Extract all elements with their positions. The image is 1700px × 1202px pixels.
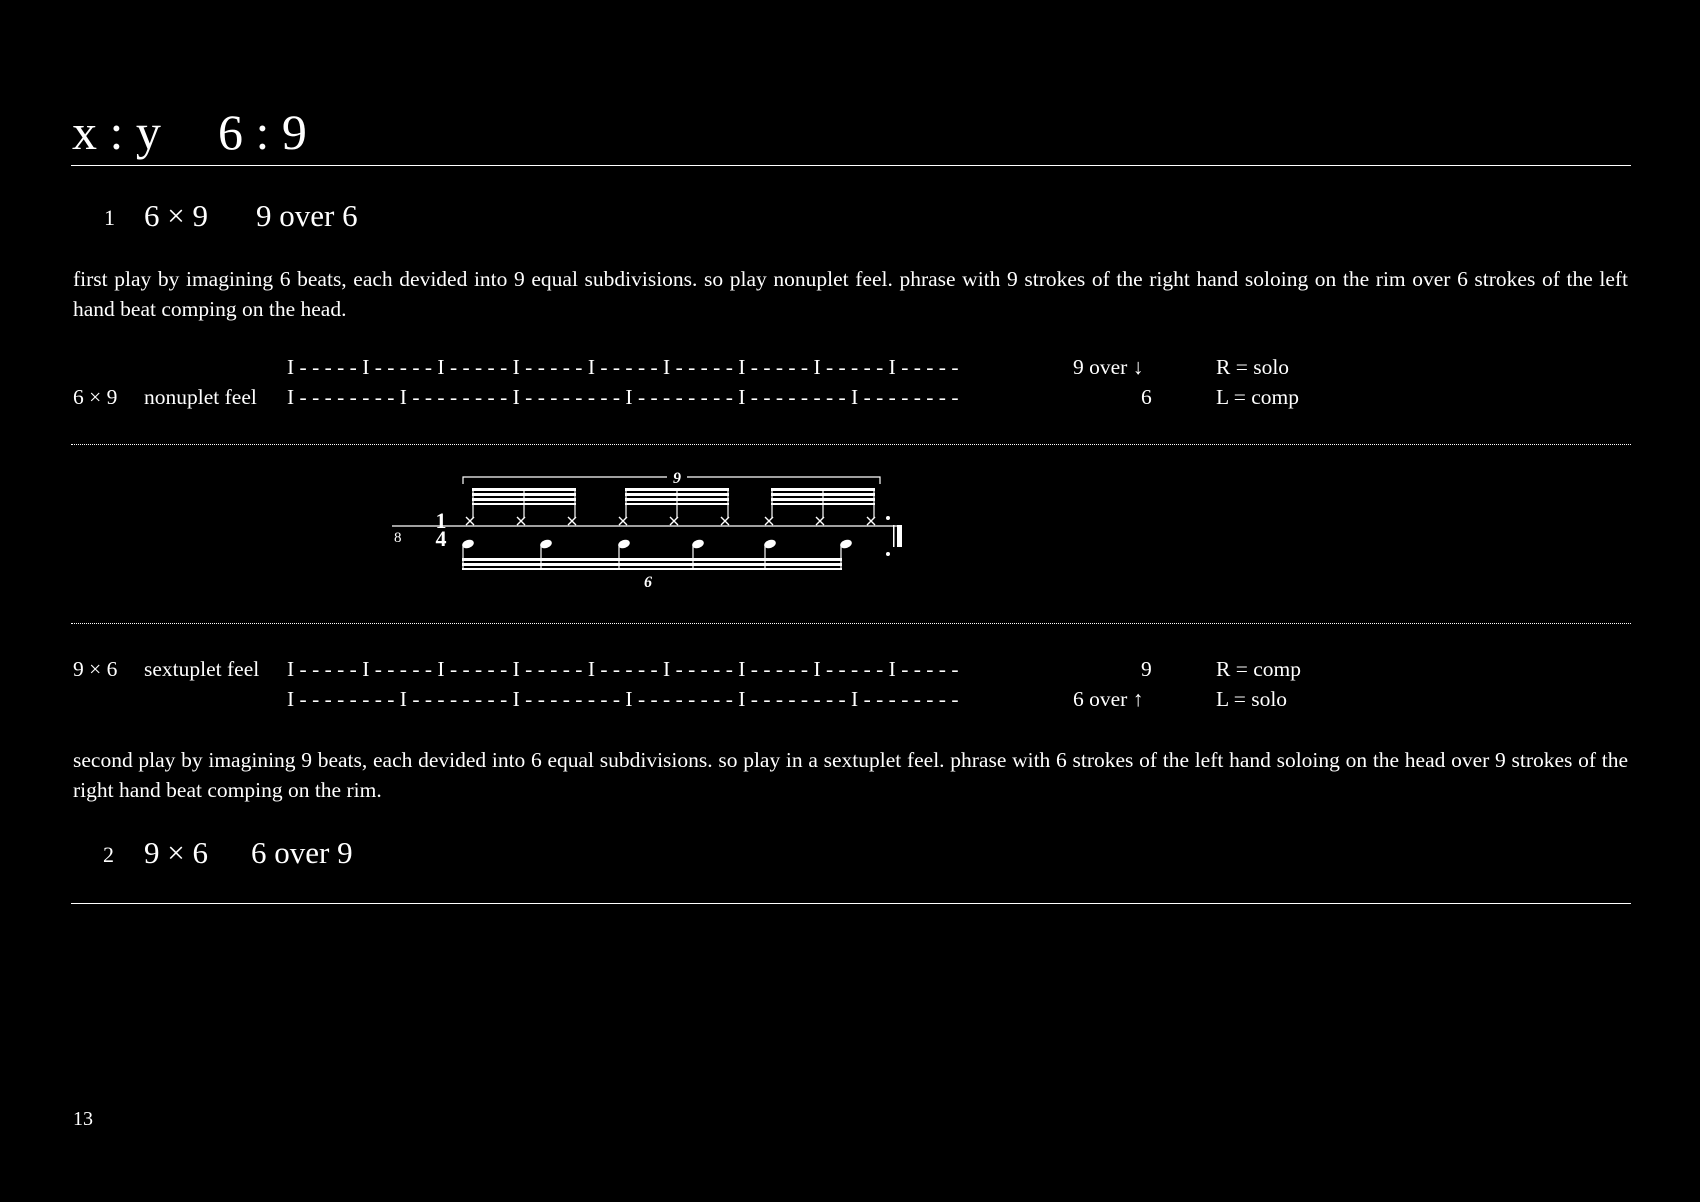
title-divider	[71, 165, 1631, 166]
grid1-row2-pattern: I - - - - - - - - I - - - - - - - - I - - - - - - - - I - - - - - - - - I - - - - - - - - I - - - - - - - -	[287, 385, 959, 409]
section-1-description: first play by imagining 6 beats, each devided into 9 equal subdivisions. so play nonuplet feel. phrase with 9 strokes of the right hand soloing on the rim over 6 strokes of the left hand beat comping on the head.	[73, 267, 1628, 321]
grid1-row2-label: 6 × 9	[73, 385, 118, 409]
grid2-row1-hand: R = comp	[1216, 657, 1301, 681]
grid1-row1-hand: R = solo	[1216, 355, 1290, 379]
section-1-product: 6 × 9	[144, 198, 208, 233]
repeat-barline	[886, 516, 902, 556]
section-2-phrase: 6 over 9	[251, 835, 353, 870]
page-number: 13	[73, 1108, 93, 1130]
section-2-divider	[71, 903, 1631, 904]
page-title-xy: x : y	[72, 104, 161, 160]
grid1-row2-feel: nonuplet feel	[144, 385, 257, 409]
lower-voice-beams	[462, 558, 842, 570]
section-1-number: 1	[104, 205, 115, 230]
tuplet-bracket-9	[463, 477, 880, 484]
clef-mark: 8	[394, 530, 402, 546]
notation-bottom-divider	[71, 623, 1631, 624]
section-2-number: 2	[103, 842, 114, 867]
grid2-row2-count: 6 over ↑	[1073, 687, 1144, 711]
tuplet-label-9: 9	[673, 470, 681, 487]
grid2-row1-pattern: I - - - - - I - - - - - I - - - - - I - - - - - I - - - - - I - - - - - I - - - - - I - - - - - I - - - - -	[287, 657, 959, 681]
grid1-row1-count: 9 over ↓	[1073, 355, 1144, 379]
grid2-row1-feel: sextuplet feel	[144, 657, 260, 681]
grid1-row2-hand: L = comp	[1216, 385, 1299, 409]
grid2-row2-pattern: I - - - - - - - - I - - - - - - - - I - - - - - - - - I - - - - - - - - I - - - - - - - - I - - - - - - - -	[287, 687, 959, 711]
grid1-row1-pattern: I - - - - - I - - - - - I - - - - - I - - - - - I - - - - - I - - - - - I - - - - - I - - - - - I - - - - -	[287, 355, 959, 379]
section-2-product: 9 × 6	[144, 835, 208, 870]
upper-voice-beams	[472, 488, 875, 505]
drum-notation	[380, 465, 920, 600]
lower-voice-noteheads	[461, 538, 853, 550]
upper-voice-notes	[466, 517, 875, 525]
section-1-phrase: 9 over 6	[256, 198, 358, 233]
grid2-row1-count: 9	[1141, 657, 1152, 681]
tuplet-label-6: 6	[644, 574, 652, 591]
section-2-description: second play by imagining 9 beats, each devided into 6 equal subdivisions. so play in a sextuplet feel. phrase with 6 strokes of the left hand soloing on the head over 9 strokes of the right hand beat comping on the rim.	[73, 748, 1628, 802]
time-signature-bottom: 4	[435, 526, 447, 551]
grid2-row2-hand: L = solo	[1216, 687, 1288, 711]
notation-top-divider	[71, 444, 1631, 445]
grid2-row1-label: 9 × 6	[73, 657, 118, 681]
grid1-row2-count: 6	[1141, 385, 1152, 409]
time-signature-top: 1	[435, 508, 447, 533]
page-title-ratio: 6 : 9	[218, 104, 307, 160]
